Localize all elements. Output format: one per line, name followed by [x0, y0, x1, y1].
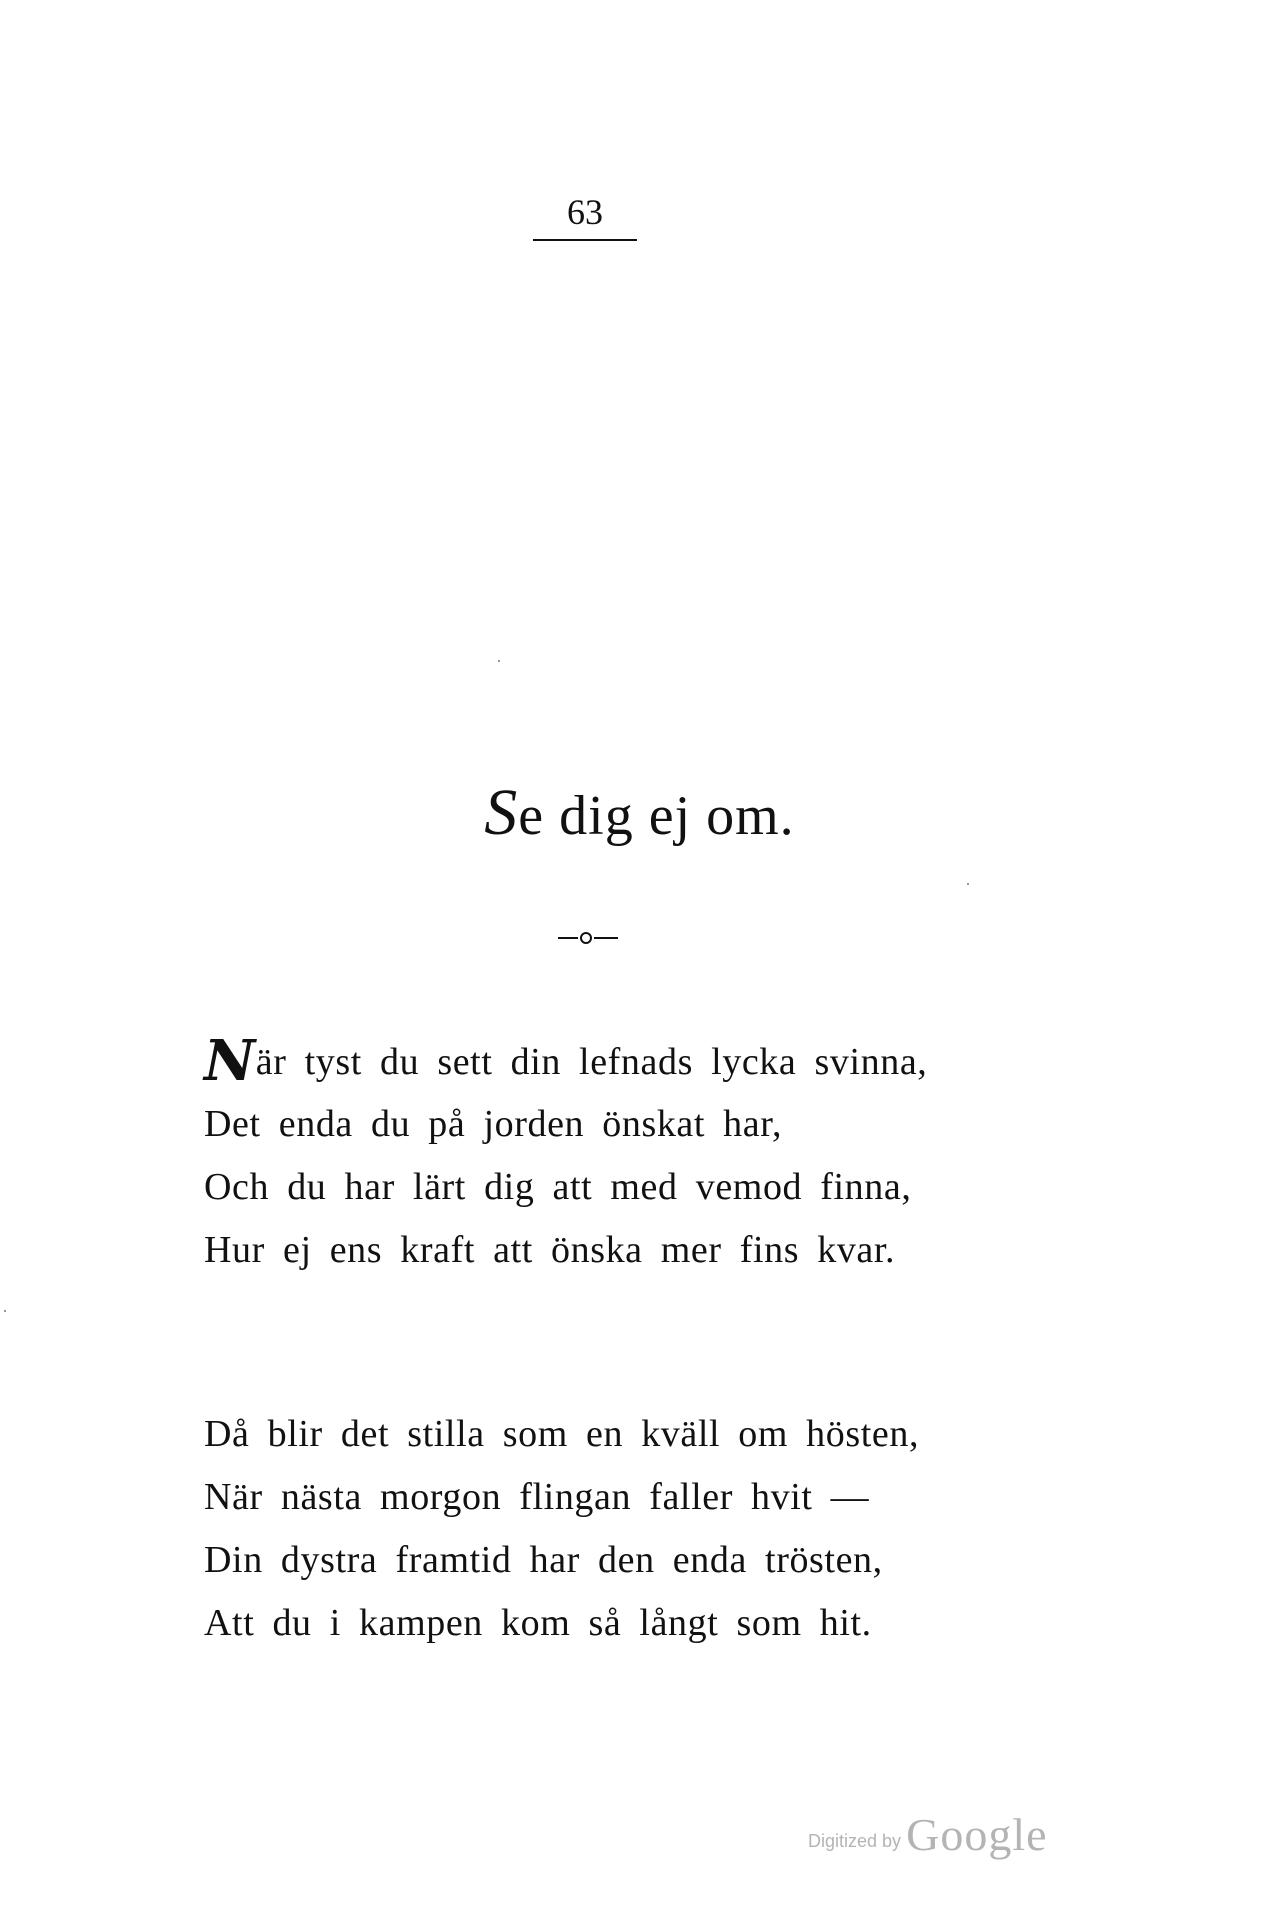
poem-line: Din dystra framtid har den enda trösten, [204, 1539, 883, 1581]
paper-speck [498, 660, 500, 662]
poem-line: När nästa morgon flingan faller hvit — [204, 1476, 870, 1518]
poem-title [0, 778, 1279, 851]
paper-speck [967, 883, 969, 885]
title-initial: S [484, 776, 519, 849]
title-text: e dig ej om. [518, 785, 795, 847]
digitized-watermark [808, 1808, 1048, 1861]
poem-line: Då blir det stilla som en kväll om hösten, [204, 1413, 920, 1455]
page-number: 63 [567, 192, 603, 232]
drop-cap: N [204, 1028, 256, 1094]
stanza-1 [204, 1030, 1024, 1282]
stanza-2 [204, 1403, 1024, 1655]
poem-line: Och du har lärt dig att med vemod finna, [204, 1166, 912, 1208]
page-number-rule [533, 239, 637, 241]
poem-line: Att du i kampen kom så långt som hit. [204, 1602, 872, 1644]
poem-line: Det enda du på jorden önskat har, [204, 1103, 783, 1145]
watermark-prefix: Digitized by [808, 1831, 902, 1851]
paper-speck [4, 1310, 6, 1312]
poem-line: Hur ej ens kraft att önska mer fins kvar. [204, 1229, 896, 1271]
title-ornament [556, 929, 620, 945]
watermark-brand: Google [906, 1809, 1048, 1860]
poem-line-text: är tyst du sett din lefnads lycka svinna, [255, 1041, 928, 1083]
poem-line [204, 1030, 1024, 1093]
